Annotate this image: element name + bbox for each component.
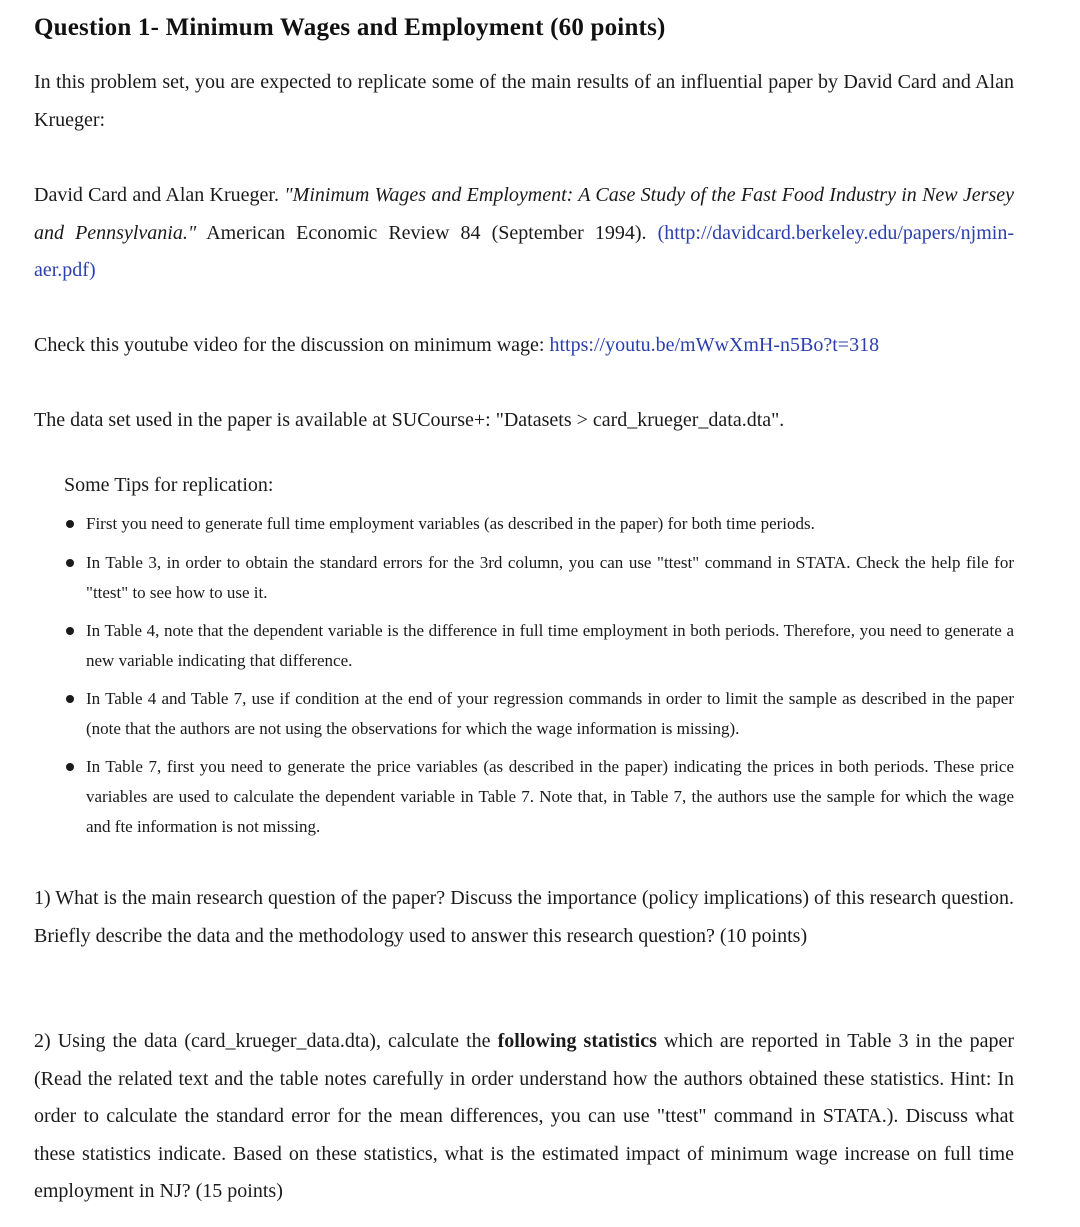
question-2-rest: which are reported in Table 3 in the paper (Read the related text and the table notes carefully in order understand how the authors obtained these statistics. Hint: In order to calculate the standard error for the mean differences, you can use "ttest" command in STATA.). Discuss what these statistics indicate. Based on these statistics, what is the estimated impact of minimum wage increase on full time employment in NJ? (15 points): [34, 1030, 1015, 1202]
reference-authors: David Card and Alan Krueger.: [34, 184, 279, 206]
question-2: [34, 1023, 1014, 1211]
reference-paper-title: "Minimum Wages and Employment: A Case Study of the Fast Food Industry in New Jersey and Pennsylvania.": [34, 184, 1014, 244]
paper-pdf-link[interactable]: (http://davidcard.berkeley.edu/papers/njmin-aer.pdf): [34, 221, 1014, 281]
bullet-icon: [66, 520, 74, 528]
tip-item: In Table 7, first you need to generate the price variables (as described in the paper) indicating the prices in both periods. These price variables are used to calculate the dependent variable in Table 7. Note that, in Table 7, the authors use the sample for which the wage and fte information is not missing.: [64, 752, 1014, 842]
dataset-paragraph: The data set used in the paper is available at SUCourse+: "Datasets > card_krueger_data.dta".: [34, 409, 785, 431]
intro-paragraph: In this problem set, you are expected to replicate some of the main results of an influential paper by David Card and Alan Krueger:: [34, 71, 1014, 131]
question-2-bold: following statistics: [497, 1030, 657, 1052]
bullet-icon: [66, 695, 74, 703]
bullet-icon: [66, 559, 74, 567]
tips-heading: Some Tips for replication:: [64, 474, 274, 496]
paper-reference: [34, 177, 1014, 290]
youtube-video-link[interactable]: https://youtu.be/mWwXmH-n5Bo?t=318: [549, 334, 880, 356]
reference-journal: American Economic Review 84 (September 1994).: [206, 221, 647, 244]
bullet-icon: [66, 627, 74, 635]
tip-item: First you need to generate full time employment variables (as described in the paper) for both time periods.: [64, 509, 1014, 539]
question-2-start: 2) Using the data (card_krueger_data.dta), calculate the: [34, 1030, 491, 1052]
tip-item: In Table 3, in order to obtain the standard errors for the 3rd column, you can use "ttest" command in STATA. Check the help file for "ttest" to see how to use it.: [64, 548, 1014, 608]
question-title: Question 1- Minimum Wages and Employment (60 points): [34, 14, 666, 41]
tip-item: In Table 4 and Table 7, use if condition at the end of your regression commands in order to limit the sample as described in the paper (note that the authors are not using the observations for which the wage information is missing).: [64, 684, 1014, 744]
video-paragraph: [34, 327, 1014, 365]
video-text: Check this youtube video for the discussion on minimum wage:: [34, 334, 545, 356]
bullet-icon: [66, 763, 74, 771]
tip-item: In Table 4, note that the dependent variable is the difference in full time employment in both periods. Therefore, you need to generate a new variable indicating that difference.: [64, 616, 1014, 676]
question-1: 1) What is the main research question of the paper? Discuss the importance (policy implications) of this research question. Briefly describe the data and the methodology used to answer this research question? (10 points): [34, 887, 1014, 947]
